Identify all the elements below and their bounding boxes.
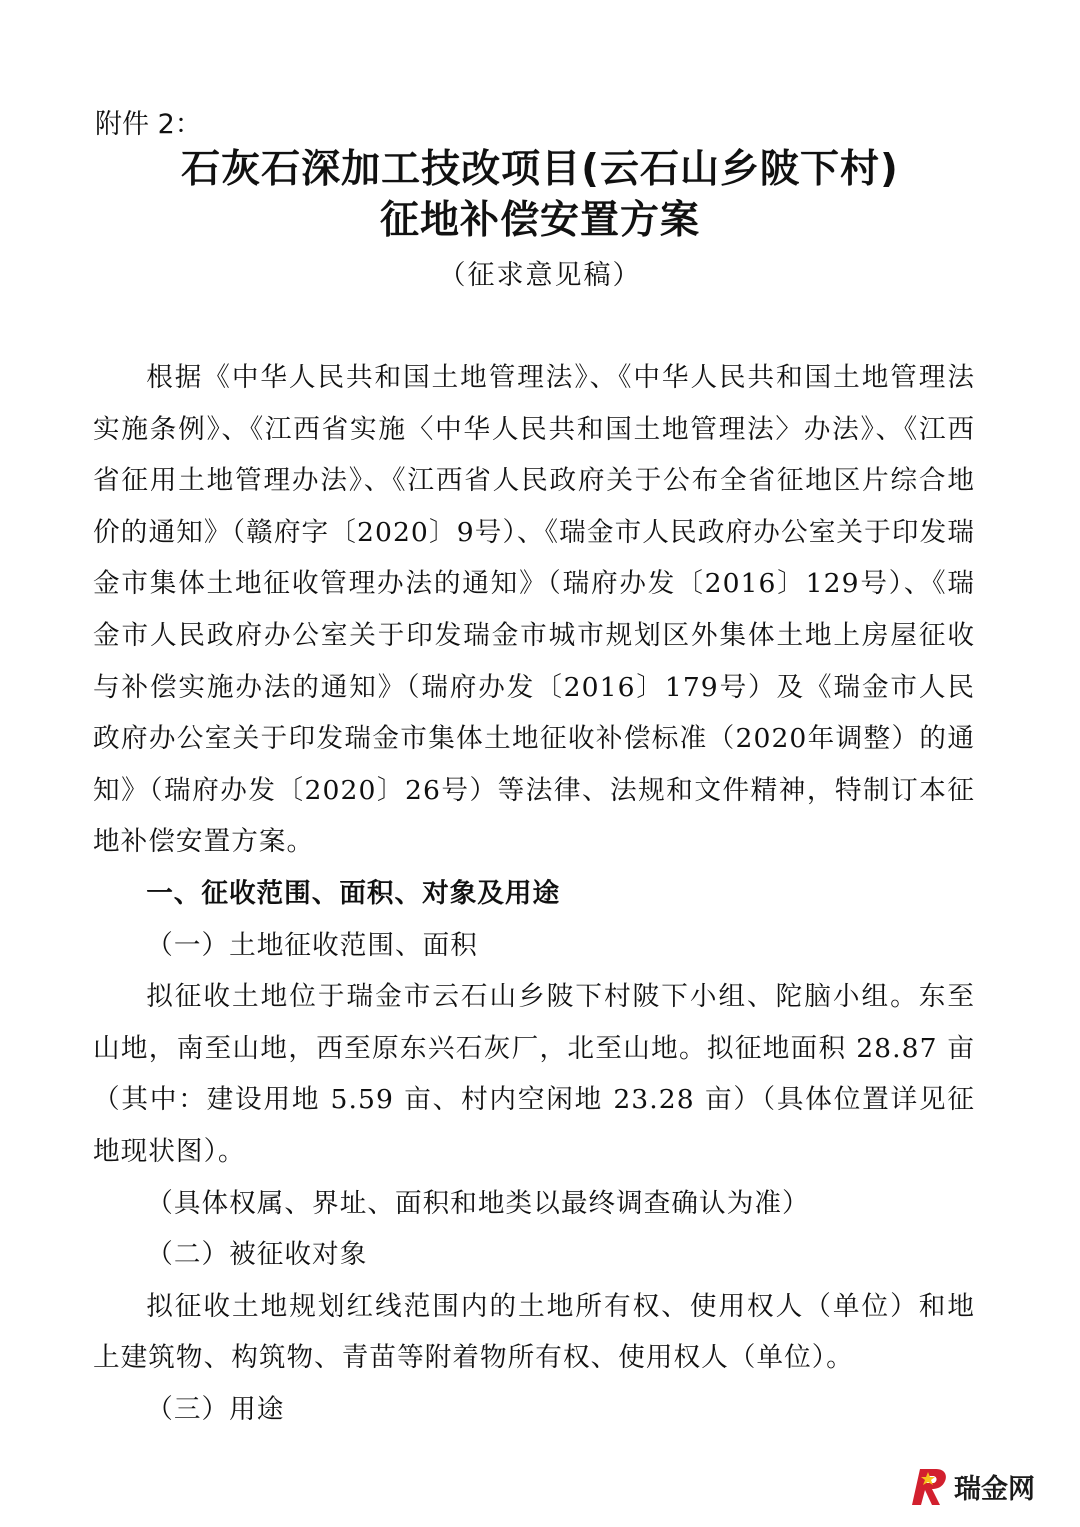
document-subtitle: （征求意见稿）	[438, 260, 642, 291]
document-title-line-1: 石灰石深加工技改项目(云石山乡陂下村)	[181, 147, 899, 192]
subsection-heading-1: （一）土地征收范围、面积	[146, 929, 478, 961]
paragraph-land-scope: 拟征收土地位于瑞金市云石山乡陂下村陂下小组、陀脑小组。东至山地，南至山地，西至原东兴石灰厂，北至山地。拟征地面积 28.87 亩（其中：建设用地 5.59 亩、村内空闲地 23.28 亩）（具体位置详见征地现状图）。	[93, 981, 975, 1167]
paragraph-legal-basis: 根据《中华人民共和国土地管理法》、《中华人民共和国土地管理法实施条例》、《江西省实施〈中华人民共和国土地管理法〉办法》、《江西省征用土地管理办法》、《江西省人民政府关于公布全省征地区片综合地价的通知》（赣府字〔2020〕9号）、《瑞金市人民政府办公室关于印发瑞金市集体土地征收管理办法的通知》（瑞府办发〔2016〕129号）、《瑞金市人民政府办公室关于印发瑞金市城市规划区外集体土地上房屋征收与补偿实施办法的通知》（瑞府办发〔2016〕179号）及《瑞金市人民政府办公室关于印发瑞金市集体土地征收补偿标准（2020年调整）的通知》（瑞府办发〔2020〕26号）等法律、法规和文件精神，特制订本征地补偿安置方案。	[93, 362, 975, 858]
subsection-heading-3: （三）用途	[146, 1393, 285, 1425]
paragraph-note: （具体权属、界址、面积和地类以最终调查确认为准）	[146, 1187, 810, 1219]
document-title-line-2: 征地补偿安置方案	[379, 198, 700, 243]
ruijin-logo-icon	[906, 1463, 952, 1509]
watermark-logo	[906, 1460, 1066, 1512]
attachment-label: 附件 2：	[95, 109, 202, 140]
watermark-text: 瑞金网	[954, 1473, 1035, 1505]
paragraph-subjects: 拟征收土地规划红线范围内的土地所有权、使用权人（单位）和地上建筑物、构筑物、青苗等附着物所有权、使用权人（单位）。	[93, 1290, 975, 1374]
subsection-heading-2: （二）被征收对象	[146, 1239, 368, 1271]
section-heading-1: 一、征收范围、面积、对象及用途	[146, 877, 561, 909]
document-body	[93, 352, 975, 1435]
